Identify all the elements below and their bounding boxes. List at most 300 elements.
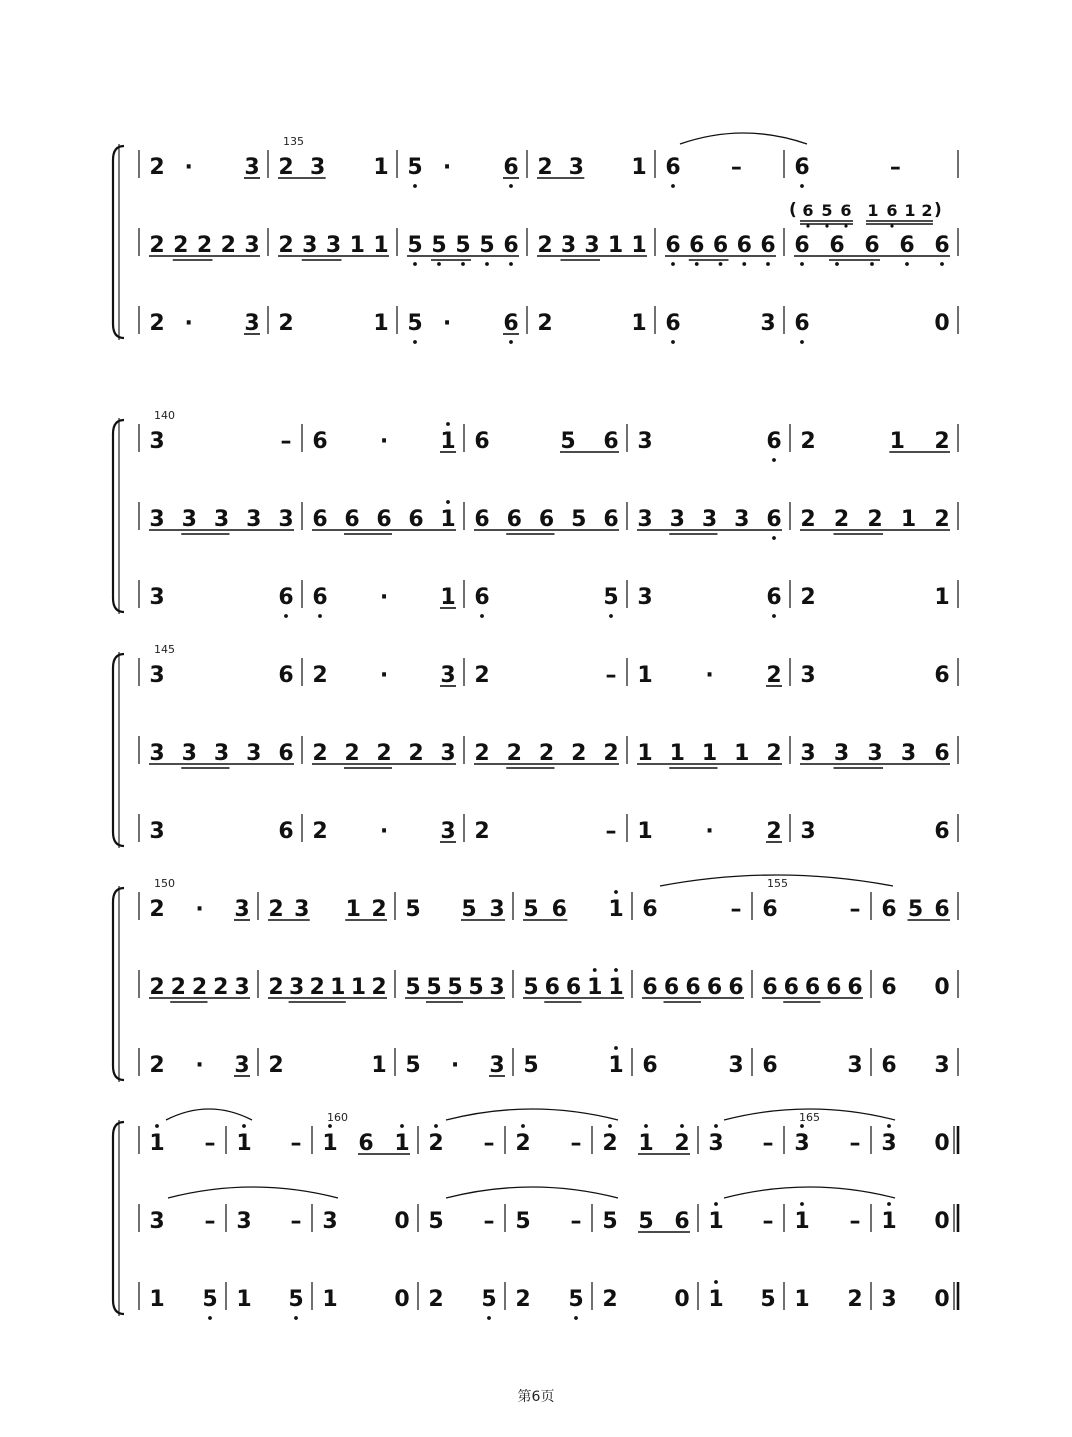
note: 6 — [551, 897, 567, 922]
measure — [665, 233, 776, 266]
note: 3 — [149, 585, 165, 610]
note: 3 — [246, 741, 262, 766]
note: 3 — [440, 819, 456, 844]
measure — [312, 741, 456, 768]
note: 6 — [766, 507, 782, 532]
measure — [642, 975, 744, 1002]
note: 2 — [571, 741, 587, 766]
low-octave-dot — [671, 184, 675, 188]
note: 5 — [760, 1287, 776, 1312]
measure — [523, 1046, 623, 1078]
note: 6 — [408, 507, 424, 532]
note: 3 — [568, 155, 584, 180]
note: 5 — [455, 233, 471, 258]
note: 6 — [762, 975, 778, 1000]
sustain-dash: – — [849, 1209, 861, 1234]
note: 3 — [489, 1053, 505, 1078]
note: 6 — [934, 741, 950, 766]
low-octave-dot — [461, 262, 465, 266]
high-octave-dot — [887, 1202, 891, 1206]
note: 5 — [907, 897, 924, 922]
note: 2 — [371, 897, 387, 922]
note: 2 — [833, 507, 850, 532]
sustain-dash: – — [605, 819, 617, 844]
note: 6 — [847, 975, 863, 1000]
note: 6 — [642, 975, 658, 1000]
note: 2 — [278, 311, 294, 336]
note: 3 — [560, 233, 577, 258]
dotted-duration: · — [184, 311, 193, 336]
note: 6 — [665, 155, 681, 180]
note: 3 — [325, 233, 342, 258]
note: 6 — [804, 975, 821, 1000]
low-octave-dot — [413, 262, 417, 266]
note: 2 — [268, 897, 284, 922]
measure — [428, 1124, 494, 1156]
measure — [708, 1124, 773, 1156]
note: 6 — [603, 429, 619, 454]
sustain-dash: – — [290, 1209, 302, 1234]
measure — [881, 897, 950, 922]
system-5 — [113, 1109, 958, 1320]
note: 6 — [881, 1053, 897, 1078]
note: 2 — [537, 311, 553, 336]
note: 6 — [762, 897, 778, 922]
note: 6 — [544, 975, 560, 1000]
measure — [474, 741, 619, 768]
ornament-note: 1 — [867, 201, 879, 220]
note: 6 — [794, 233, 810, 258]
note: 3 — [734, 507, 750, 532]
sustain-dash: – — [849, 897, 861, 922]
note: 6 — [794, 311, 810, 336]
measure — [428, 1209, 494, 1234]
note: 6 — [503, 233, 519, 258]
high-octave-dot — [328, 1124, 332, 1128]
note: 6 — [760, 233, 776, 258]
note: 1 — [149, 1287, 165, 1312]
note: 2 — [515, 1287, 531, 1312]
measure — [474, 507, 619, 534]
staff-1 — [139, 890, 958, 922]
note: 5 — [288, 1287, 304, 1312]
note: 1 — [631, 233, 647, 258]
measure — [474, 429, 619, 454]
note: 3 — [794, 1131, 810, 1156]
dotted-duration: · — [379, 585, 389, 610]
staff-3 — [139, 1280, 958, 1320]
note: 1 — [440, 429, 456, 454]
ornament-annotation — [789, 200, 942, 228]
measure — [149, 233, 260, 260]
note: 2 — [428, 1287, 444, 1312]
note: 3 — [213, 507, 230, 532]
high-octave-dot — [714, 1124, 718, 1128]
note: 5 — [523, 975, 539, 1000]
measure — [278, 311, 388, 336]
note: 3 — [322, 1209, 338, 1234]
note: 6 — [728, 975, 744, 1000]
measure — [794, 233, 950, 266]
high-octave-dot — [446, 500, 450, 504]
note: 6 — [689, 233, 705, 258]
note: 6 — [312, 507, 328, 532]
note: 6 — [642, 897, 658, 922]
measure — [602, 1124, 690, 1156]
note: 3 — [881, 1287, 897, 1312]
high-octave-dot — [614, 968, 618, 972]
low-octave-dot — [671, 340, 675, 344]
note: 5 — [426, 975, 442, 1000]
note: 2 — [196, 233, 213, 258]
low-octave-dot — [940, 262, 944, 266]
measure — [794, 1124, 860, 1156]
note: 5 — [405, 897, 421, 922]
note: 5 — [603, 585, 619, 610]
measure — [407, 233, 519, 266]
note: 2 — [371, 975, 387, 1000]
staff-1 — [139, 422, 958, 462]
note: 5 — [405, 1053, 421, 1078]
note: 1 — [708, 1287, 724, 1312]
measure — [149, 1287, 217, 1320]
note: 1 — [708, 1209, 724, 1234]
ornament-note: 6 — [802, 201, 814, 220]
note: 1 — [637, 663, 653, 688]
low-octave-dot — [835, 262, 839, 266]
staff-1 — [139, 658, 958, 688]
low-octave-dot — [772, 536, 776, 540]
measure — [407, 155, 519, 188]
note: 6 — [674, 1209, 690, 1234]
note: 3 — [278, 507, 294, 532]
note: 1 — [373, 233, 389, 258]
note: 1 — [371, 1053, 387, 1078]
note: 2 — [537, 155, 553, 180]
high-octave-dot — [644, 1124, 648, 1128]
staff-1 — [139, 1124, 958, 1156]
sustain-dash: – — [204, 1209, 216, 1234]
dotted-duration: · — [184, 155, 193, 180]
note: 0 — [394, 1287, 410, 1312]
note: 6 — [712, 233, 729, 258]
measure — [881, 1053, 949, 1078]
measure — [312, 422, 456, 454]
note: 2 — [766, 741, 782, 766]
note: 6 — [344, 507, 360, 532]
low-octave-dot — [480, 614, 484, 618]
measure — [800, 507, 950, 534]
note: 5 — [560, 429, 576, 454]
note: 6 — [706, 975, 723, 1000]
note: 1 — [794, 1209, 810, 1234]
note: 2 — [602, 1287, 618, 1312]
measure — [602, 1209, 690, 1234]
measure — [881, 1202, 949, 1234]
measure — [268, 975, 387, 1002]
sustain-dash: – — [483, 1131, 495, 1156]
measure — [322, 1287, 409, 1312]
note: 0 — [934, 975, 950, 1000]
measure-number: 150 — [154, 877, 175, 890]
measure — [149, 741, 294, 768]
sustain-dash: – — [762, 1131, 774, 1156]
measure — [407, 311, 519, 344]
note: 3 — [800, 819, 816, 844]
low-octave-dot — [509, 184, 513, 188]
measure — [708, 1202, 773, 1234]
measure-number: 160 — [327, 1111, 348, 1124]
measure — [278, 233, 389, 260]
measure — [881, 1124, 949, 1156]
note: 3 — [489, 897, 505, 922]
note: 6 — [783, 975, 799, 1000]
note: 2 — [934, 429, 950, 454]
note: 1 — [637, 819, 653, 844]
measure-number: 140 — [154, 409, 175, 422]
low-octave-dot — [485, 262, 489, 266]
note: 6 — [899, 233, 915, 258]
staff-2 — [139, 968, 958, 1002]
close-parenthesis: ) — [934, 200, 942, 220]
measure — [602, 1287, 689, 1312]
note: 2 — [278, 155, 294, 180]
note: 2 — [766, 663, 782, 688]
note: 2 — [268, 975, 284, 1000]
note: 6 — [474, 507, 490, 532]
measure — [312, 585, 456, 618]
note: 3 — [847, 1053, 863, 1078]
measure — [794, 1202, 860, 1234]
note: 1 — [373, 155, 389, 180]
note: 6 — [278, 663, 294, 688]
note: 6 — [278, 741, 294, 766]
measure — [800, 819, 949, 844]
note: 6 — [665, 311, 681, 336]
note: 2 — [602, 1131, 618, 1156]
low-octave-dot — [487, 1316, 491, 1320]
measure — [322, 1209, 409, 1234]
low-octave-dot — [766, 262, 770, 266]
note: 2 — [173, 233, 189, 258]
measure — [149, 507, 294, 534]
low-octave-dot — [318, 614, 322, 618]
note: 3 — [294, 897, 310, 922]
low-octave-dot — [800, 340, 804, 344]
note: 3 — [149, 429, 165, 454]
dotted-duration: · — [195, 1053, 204, 1078]
measure — [515, 1209, 581, 1234]
note: 5 — [407, 155, 423, 180]
note: 1 — [322, 1287, 338, 1312]
note: 6 — [506, 507, 522, 532]
slur — [166, 1109, 252, 1120]
note: 2 — [506, 741, 522, 766]
measure — [268, 1053, 386, 1078]
note: 1 — [236, 1131, 252, 1156]
measure — [800, 663, 949, 688]
system-4 — [113, 875, 958, 1082]
note: 6 — [474, 429, 490, 454]
note: 3 — [149, 741, 165, 766]
note: 1 — [631, 155, 647, 180]
sustain-dash: – — [570, 1131, 582, 1156]
note: 3 — [900, 741, 917, 766]
staff-3 — [139, 306, 958, 344]
measure — [537, 233, 647, 260]
measure — [405, 897, 505, 922]
note: 1 — [900, 507, 917, 532]
high-octave-dot — [614, 890, 618, 894]
note: 2 — [934, 507, 950, 532]
measure — [322, 1124, 410, 1156]
note: 0 — [934, 1287, 950, 1312]
note: 6 — [934, 897, 950, 922]
note: 2 — [213, 975, 229, 1000]
high-octave-dot — [714, 1280, 718, 1284]
low-octave-dot — [844, 224, 847, 227]
low-octave-dot — [800, 262, 804, 266]
measure — [268, 897, 387, 922]
high-octave-dot — [446, 422, 450, 426]
note: 6 — [881, 975, 897, 1000]
note: 0 — [674, 1287, 690, 1312]
note: 2 — [149, 155, 165, 180]
note: 3 — [213, 741, 230, 766]
low-octave-dot — [208, 1316, 212, 1320]
note: 5 — [407, 233, 423, 258]
note: 3 — [149, 819, 165, 844]
measure — [236, 1209, 301, 1234]
measure — [637, 663, 782, 688]
note: 1 — [440, 585, 456, 610]
low-octave-dot — [800, 184, 804, 188]
dotted-duration: · — [450, 1053, 460, 1078]
measure — [523, 890, 624, 922]
note: 3 — [244, 311, 260, 336]
measure — [762, 975, 863, 1002]
note: 3 — [234, 975, 250, 1000]
note: 1 — [440, 507, 456, 532]
sustain-dash: – — [605, 663, 617, 688]
measure — [312, 500, 456, 534]
note: 2 — [766, 819, 782, 844]
high-octave-dot — [680, 1124, 684, 1128]
measure — [642, 897, 741, 922]
measure — [149, 663, 293, 688]
note: 2 — [149, 897, 165, 922]
ornament-note: 6 — [840, 201, 852, 220]
open-parenthesis: ( — [789, 200, 797, 220]
measure — [149, 1124, 215, 1156]
low-octave-dot — [294, 1316, 298, 1320]
low-octave-dot — [509, 262, 513, 266]
note: 3 — [181, 741, 197, 766]
note: 3 — [728, 1053, 744, 1078]
note: 2 — [309, 975, 325, 1000]
note: 2 — [268, 1053, 284, 1078]
note: 3 — [637, 429, 653, 454]
note: 3 — [833, 741, 850, 766]
note: 6 — [642, 1053, 658, 1078]
high-octave-dot — [242, 1124, 246, 1128]
note: 5 — [468, 975, 484, 1000]
note: 2 — [170, 975, 186, 1000]
high-octave-dot — [521, 1124, 525, 1128]
measure — [312, 663, 456, 688]
note: 1 — [394, 1131, 410, 1156]
measure — [149, 155, 260, 180]
note: 3 — [934, 1053, 950, 1078]
note: 6 — [736, 233, 752, 258]
note: 5 — [523, 1053, 539, 1078]
measure — [800, 741, 950, 768]
note: 6 — [794, 155, 810, 180]
low-octave-dot — [825, 224, 828, 227]
note: 5 — [568, 1287, 584, 1312]
note: 2 — [312, 819, 328, 844]
note: 6 — [474, 585, 490, 610]
note: 6 — [538, 507, 555, 532]
note: 1 — [345, 897, 361, 922]
note: 6 — [934, 819, 950, 844]
staff-2 — [139, 736, 958, 768]
measure — [800, 429, 950, 454]
note: 1 — [881, 1209, 897, 1234]
note: 3 — [867, 741, 883, 766]
note: 3 — [881, 1131, 897, 1156]
note: 2 — [538, 741, 555, 766]
note: 6 — [278, 819, 294, 844]
dotted-duration: · — [379, 663, 389, 688]
note: 2 — [149, 1053, 165, 1078]
staff-3 — [139, 580, 958, 618]
note: 3 — [236, 1209, 252, 1234]
note: 6 — [864, 233, 880, 258]
note: 6 — [376, 507, 392, 532]
measure — [762, 897, 860, 922]
high-octave-dot — [434, 1124, 438, 1128]
note: 2 — [191, 975, 208, 1000]
slur — [446, 1109, 618, 1120]
note: 0 — [394, 1209, 410, 1234]
note: 6 — [685, 975, 701, 1000]
ornament-note: 6 — [886, 201, 898, 220]
note: 3 — [637, 507, 653, 532]
low-octave-dot — [574, 1316, 578, 1320]
system-3 — [113, 643, 958, 848]
note: 5 — [638, 1209, 654, 1234]
note: 2 — [474, 663, 490, 688]
note: 6 — [766, 429, 782, 454]
note: 1 — [631, 311, 647, 336]
note: 5 — [481, 1287, 497, 1312]
high-octave-dot — [155, 1124, 159, 1128]
note: 2 — [603, 741, 619, 766]
note: 2 — [847, 1287, 863, 1312]
slur — [680, 133, 807, 144]
note: 5 — [571, 507, 587, 532]
high-octave-dot — [714, 1202, 718, 1206]
measure — [428, 1287, 496, 1320]
note: 1 — [322, 1131, 338, 1156]
note: 6 — [826, 975, 842, 1000]
measure — [474, 585, 618, 618]
sustain-dash: – — [849, 1131, 861, 1156]
note: 1 — [373, 311, 389, 336]
low-octave-dot — [413, 340, 417, 344]
note: 6 — [278, 585, 294, 610]
